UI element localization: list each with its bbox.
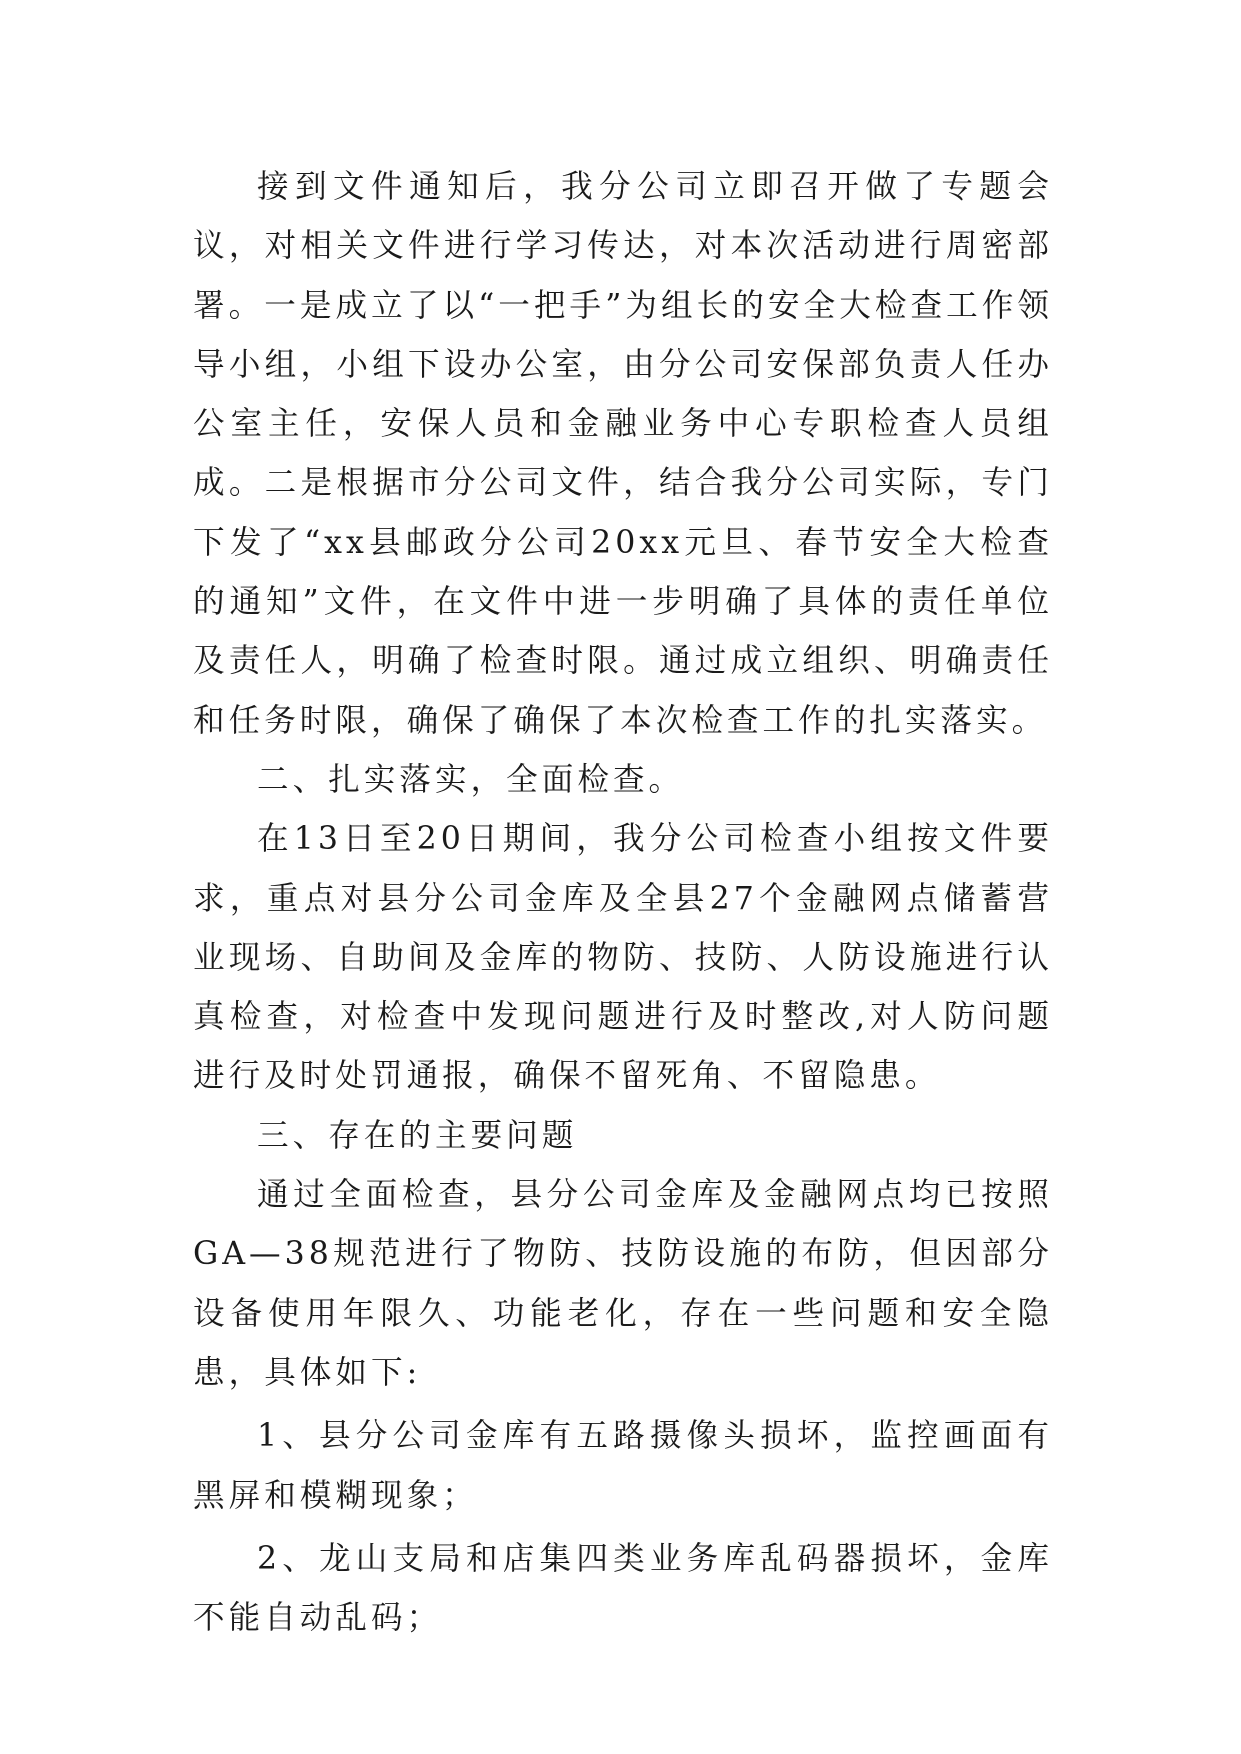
- list-item-problem-1: 1、县分公司金库有五路摄像头损坏，监控画面有黑屏和模糊现象；: [193, 1418, 1053, 1514]
- paragraph-meeting-arrangement: 接到文件通知后，我分公司立即召开做了专题会议，对相关文件进行学习传达，对本次活动进行周密部署。一是成立了以“一把手”为组长的安全大检查工作领导小组，小组下设办公室，由分公司安保部负责人任办公室主任，安保人员和金融业务中心专职检查人员组成。二是根据市分公司文件，结合我分公司实际，专门下发了“xx县邮政分公司20xx元旦、春节安全大检查的通知”文件，在文件中进一步明确了具体的责任单位及责任人，明确了检查时限。通过成立组织、明确责任和任务时限，确保了确保了本次检查工作的扎实落实。: [193, 169, 1053, 739]
- document-page: [193, 158, 1053, 1648]
- paragraph-inspection-period: 在13日至20日期间，我分公司检查小组按文件要求，重点对县分公司金库及全县27个金融网点储蓄营业现场、自助间及金库的物防、技防、人防设施进行认真检查，对检查中发现问题进行及时整改,对人防问题进行及时处罚通报，确保不留死角、不留隐患。: [193, 821, 1053, 1095]
- paragraph-problems-overview: 通过全面检查，县分公司金库及金融网点均已按照GA—38规范进行了物防、技防设施的布防，但因部分设备使用年限久、功能老化，存在一些问题和安全隐患，具体如下:: [193, 1177, 1053, 1391]
- section-heading-inspection: 二、扎实落实，全面检查。: [257, 761, 685, 798]
- section-heading-problems: 三、存在的主要问题: [257, 1117, 578, 1154]
- list-item-problem-2: 2、龙山支局和店集四类业务库乱码器损坏，金库不能自动乱码；: [193, 1540, 1053, 1637]
